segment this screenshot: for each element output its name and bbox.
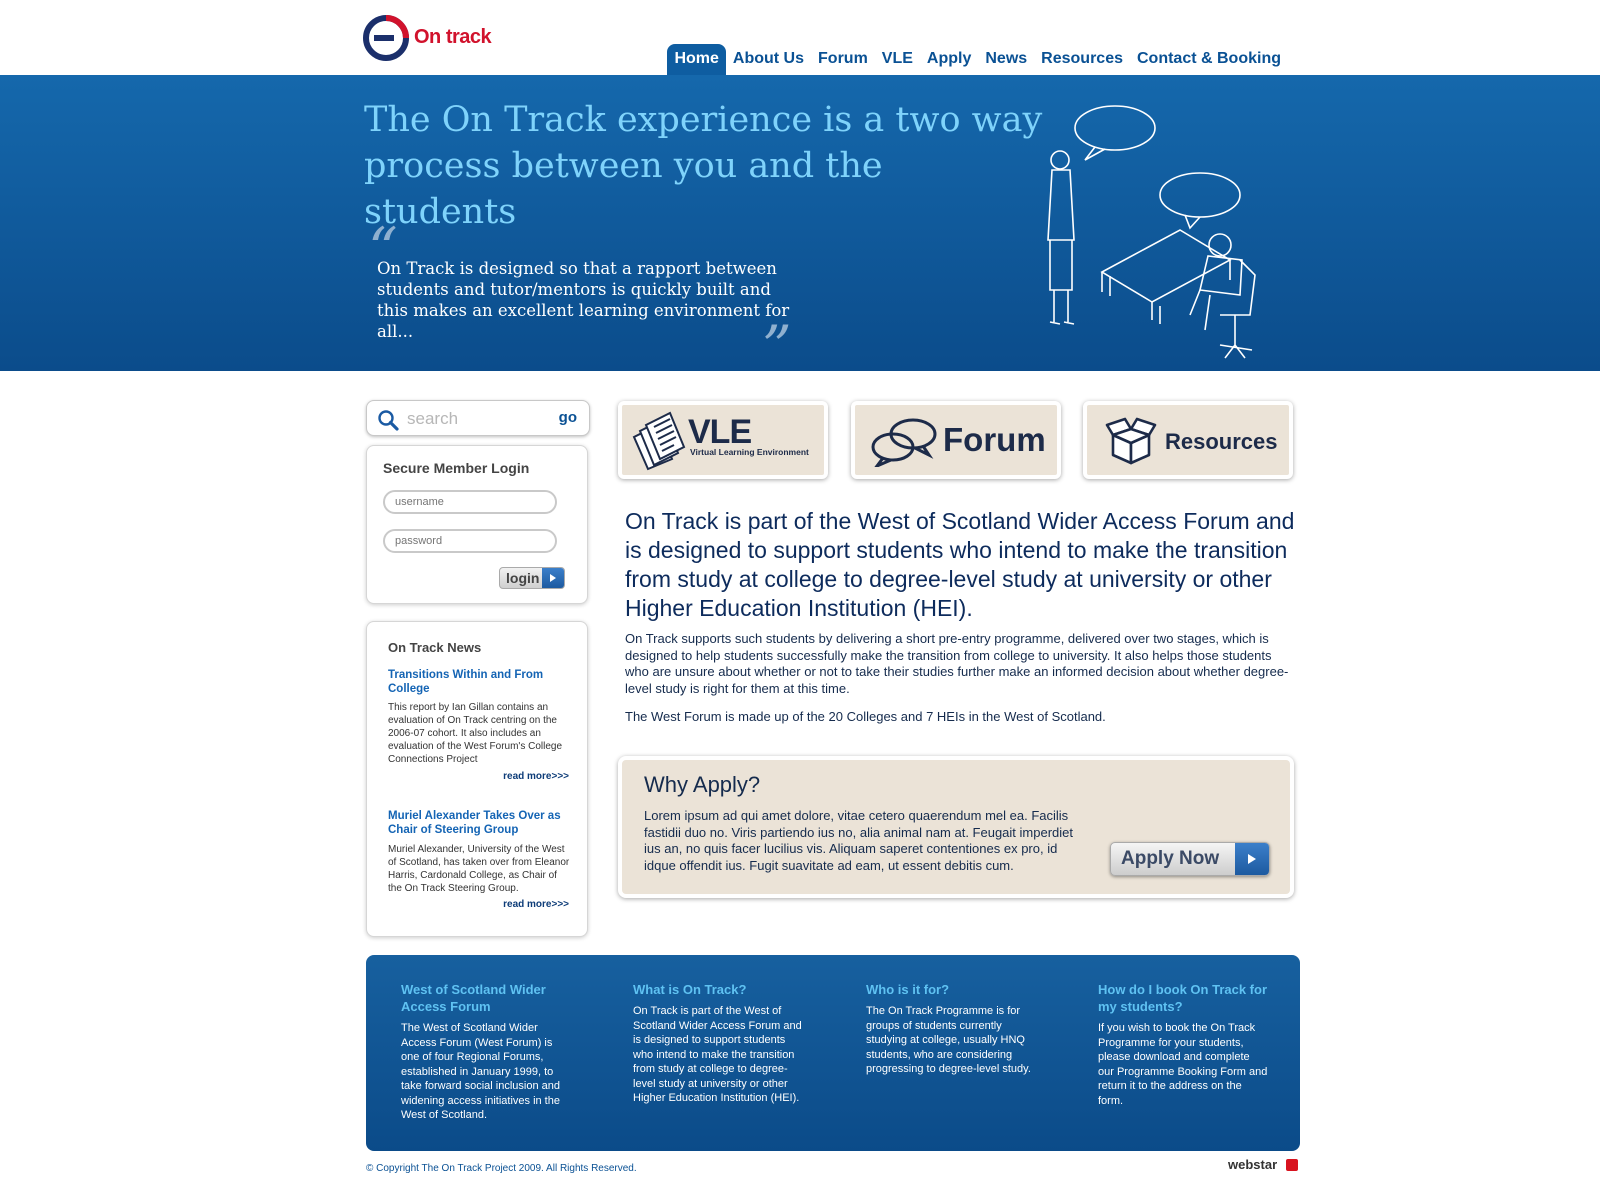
- why-apply-box: [618, 756, 1294, 898]
- vle-feature-button[interactable]: [618, 401, 828, 479]
- footer-column-text: On Track is part of the West of Scotland Wider Access Forum and is designed to support students who intend to make the transition from study at college to degree-level study at university or other Higher Education Institution (HEI).: [633, 1005, 802, 1104]
- news-panel: [366, 621, 588, 937]
- nav-news[interactable]: News: [985, 50, 1028, 67]
- copyright-text: © Copyright The On Track Project 2009. All Rights Reserved.: [366, 1163, 637, 1174]
- nav-vle[interactable]: VLE: [881, 50, 913, 67]
- footer-column-text: The On Track Programme is for groups of students currently studying at college, usually HNQ students, who are considering progressing to degree-level study.: [866, 1005, 1031, 1075]
- footer-column-title: West of Scotland Wider Access Forum: [401, 982, 546, 1014]
- login-button[interactable]: [499, 567, 565, 589]
- documents-icon: [628, 411, 690, 473]
- apply-now-button[interactable]: [1110, 842, 1270, 876]
- webstar-logo-icon: [1286, 1159, 1298, 1171]
- login-title: Secure Member Login: [383, 460, 530, 476]
- news-item-title[interactable]: Muriel Alexander Takes Over as Chair of Steering Group: [388, 810, 561, 836]
- main-nav: [667, 44, 1288, 75]
- quote-open-mark: “: [368, 215, 398, 283]
- brand-name: On track: [414, 26, 492, 48]
- footer-column: [866, 981, 1036, 1077]
- webstar-credit[interactable]: webstar: [1228, 1157, 1278, 1172]
- intro-paragraph: The West Forum is made up of the 20 Colleges and 7 HEIs in the West of Scotland.: [625, 709, 1106, 724]
- footer-column: [1098, 981, 1268, 1108]
- students-tutor-illustration-icon: [1040, 100, 1280, 365]
- hero-banner: [0, 75, 1600, 381]
- news-item-title[interactable]: Transitions Within and From College: [388, 669, 544, 695]
- footer-column-text: The West of Scotland Wider Access Forum (West Forum) is one of four Regional Forums, established in January 1999, to take forward social inclusion and widening access initiatives in the West of Scotland.: [401, 1022, 560, 1121]
- search-go-button[interactable]: go: [558, 409, 577, 426]
- login-button-label: login: [506, 570, 540, 586]
- arrow-right-icon: [1235, 843, 1269, 875]
- why-apply-body: Lorem ipsum ad qui amet dolore, vitae cetero quaerendum mel ea. Facilis fastidii duo no. Viris partiendo ius no, alia animal nam at. Feugait imperdiet ius an, no quis facer lucilius vis. Aliquam saperet contentiones ex pro, id idque offendit ius. Fugit suavitate ad eam, ut essent debitis cum.: [644, 808, 1073, 873]
- intro-lead: On Track is part of the West of Scotland Wider Access Forum and is designed to support students who intend to make the transition from study at college to degree-level study at university or other Higher Education Institution (HEI).: [625, 508, 1295, 621]
- search-box: [366, 400, 590, 436]
- news-heading: On Track News: [388, 640, 482, 655]
- vle-label: VLE: [688, 413, 752, 451]
- resources-label: Resources: [1165, 429, 1278, 454]
- quote-close-mark: ”: [762, 313, 792, 381]
- forum-label: Forum: [943, 421, 1046, 458]
- footer-column: [401, 981, 571, 1123]
- footer-column-title: How do I book On Track for my students?: [1098, 982, 1268, 1014]
- username-field[interactable]: [383, 490, 557, 514]
- arrow-right-icon: [542, 568, 564, 588]
- nav-apply[interactable]: Apply: [926, 50, 972, 67]
- footer-column-title: Who is it for?: [866, 982, 950, 997]
- why-apply-title: Why Apply?: [644, 772, 761, 797]
- nav-home[interactable]: Home: [667, 44, 725, 75]
- member-login-panel: [366, 445, 588, 604]
- hero-quote: On Track is designed so that a rapport between students and tutor/mentors is quickly built and this makes an excellent learning environment for all...: [377, 259, 790, 341]
- news-item-body: This report by Ian Gillan contains an evaluation of On Track centring on the 2006-07 cohort. It also includes an evaluation of the West Forum's College Connections Project: [388, 702, 563, 765]
- apply-now-label: Apply Now: [1121, 848, 1220, 869]
- intro-paragraph: On Track supports such students by delivering a short pre-entry programme, delivered over two stages, which is designed to help students successfully make the transition from college to university. It also helps those students who are unsure about whether or not to take their studies further make an informed decision about whether degree-level study is right for them at this time.: [625, 631, 1289, 696]
- nav-forum[interactable]: Forum: [818, 50, 868, 67]
- resources-feature-button[interactable]: [1083, 401, 1293, 479]
- nav-about-us[interactable]: About Us: [732, 50, 805, 67]
- footer-column-title: What is On Track?: [633, 982, 747, 997]
- news-item-body: Muriel Alexander, University of the West of Scotland, has taken over from Eleanor Harris, Cardonald College, as Chair of the On Track Steering Group.: [388, 844, 570, 894]
- password-field[interactable]: [383, 529, 557, 553]
- read-more-link[interactable]: read more>>>: [503, 771, 569, 782]
- footer-column: [633, 981, 803, 1106]
- nav-resources[interactable]: Resources: [1041, 50, 1123, 67]
- hero-title: The On Track experience is a two way process between you and the students: [364, 100, 1043, 232]
- open-box-icon: [1105, 415, 1157, 467]
- read-more-link[interactable]: read more>>>: [503, 899, 569, 910]
- search-input[interactable]: [405, 407, 549, 431]
- footer-info: [366, 955, 1300, 1151]
- nav-contact-booking[interactable]: Contact & Booking: [1137, 50, 1281, 67]
- search-icon: [377, 409, 399, 431]
- vle-subtitle: Virtual Learning Environment: [690, 447, 809, 457]
- forum-feature-button[interactable]: [851, 401, 1061, 479]
- speech-bubbles-icon: [869, 417, 939, 467]
- site-header: [0, 0, 1600, 75]
- footer-column-text: If you wish to book the On Track Programme for your students, please download and complete our Programme Booking Form and return it to the address on the form.: [1098, 1022, 1268, 1107]
